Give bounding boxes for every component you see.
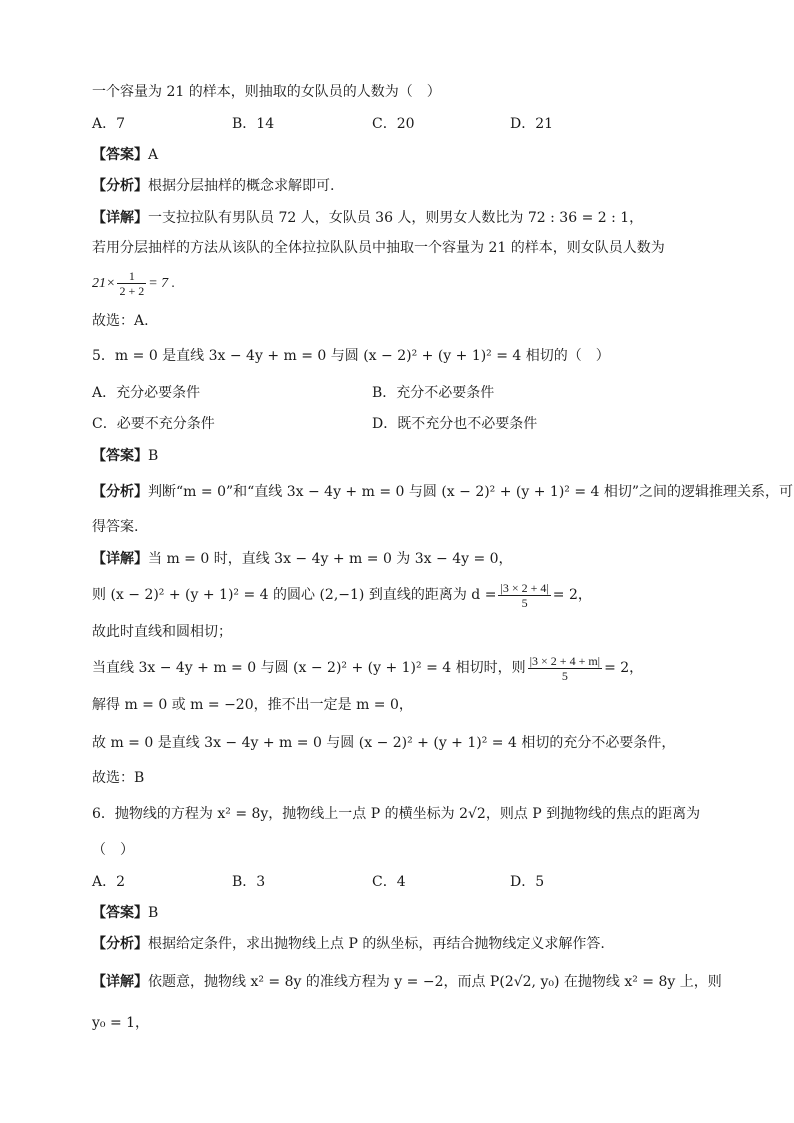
q6-option-a: A．2 xyxy=(92,874,126,890)
q4-option-a: A．7 xyxy=(92,116,126,132)
q6-detail-2: y₀ = 1， xyxy=(92,1015,150,1031)
q4-stem-tail: 一个容量为 21 的样本，则抽取的女队员的人数为（ ） xyxy=(92,84,441,100)
detail-label: 【详解】 xyxy=(92,210,148,226)
q4-detail-2: 若用分层抽样的方法从该队的全体拉拉队队员中抽取一个容量为 21 的样本，则女队员人数为 xyxy=(92,240,665,256)
detail-text: 当 m = 0 时，直线 3x − 4y + m = 0 为 3x − 4y = 0， xyxy=(148,551,513,567)
q6-analysis xyxy=(92,934,605,954)
distance-denominator: 5 xyxy=(521,595,528,610)
q6-stem-2: （ ） xyxy=(92,842,134,858)
q5-detail-3: 故此时直线和圆相切； xyxy=(92,624,232,640)
answer-value: B xyxy=(148,448,159,464)
q5-detail-6: 故 m = 0 是直线 3x − 4y + m = 0 与圆 (x − 2)² + (y + 1)² = 4 相切的充分不必要条件， xyxy=(92,735,676,751)
calc-suffix: = 7 . xyxy=(148,276,176,291)
q4-answer xyxy=(92,145,158,165)
q6-option-d: D．5 xyxy=(510,874,545,890)
q6-answer xyxy=(92,903,158,923)
q5-detail-1 xyxy=(92,549,513,569)
detail-text: 依题意，抛物线 x² = 8y 的准线方程为 y = −2，而点 P(2√2, y₀) 在抛物线 x² = 8y 上，则 xyxy=(148,974,722,990)
distance-numerator: |3 × 2 + 4| xyxy=(500,580,549,595)
q6-stem-1: 6．抛物线的方程为 x² = 8y，抛物线上一点 P 的横坐标为 2√2，则点 P 到抛物线的焦点的距离为 xyxy=(92,806,701,822)
q5-answer xyxy=(92,446,158,466)
q6-option-c: C．4 xyxy=(372,874,406,890)
calc-numerator: 1 xyxy=(117,269,146,284)
detail-2-prefix: 则 (x − 2)² + (y + 1)² = 4 的圆心 (2,−1) 到直线的距离为 d = xyxy=(92,587,497,603)
analysis-label: 【分析】 xyxy=(92,178,148,194)
detail-label: 【详解】 xyxy=(92,974,148,990)
answer-label: 【答案】 xyxy=(92,905,148,921)
q6-detail-1 xyxy=(92,972,722,992)
answer-value: B xyxy=(148,905,159,921)
q4-analysis xyxy=(92,176,334,196)
q4-option-d: D．21 xyxy=(510,116,554,132)
answer-label: 【答案】 xyxy=(92,448,148,464)
q6-option-b: B．3 xyxy=(232,874,266,890)
q4-option-b: B．14 xyxy=(232,116,275,132)
q5-option-a: A．充分必要条件 xyxy=(92,385,201,401)
analysis-label: 【分析】 xyxy=(92,936,148,952)
q5-detail-4 xyxy=(92,653,643,683)
q5-option-c: C．必要不充分条件 xyxy=(92,416,215,432)
calc-denominator: 2 + 2 xyxy=(119,283,145,298)
calc-prefix: 21× xyxy=(92,276,116,291)
analysis-text: 根据分层抽样的概念求解即可. xyxy=(148,178,335,194)
detail-2-suffix: = 2， xyxy=(552,587,592,603)
q5-conclusion: 故选：B xyxy=(92,770,145,786)
q4-option-c: C．20 xyxy=(372,116,415,132)
detail-text: 一支拉拉队有男队员 72 人，女队员 36 人，则男女人数比为 72 : 36 = 2 : 1， xyxy=(148,210,644,226)
detail-4-prefix: 当直线 3x − 4y + m = 0 与圆 (x − 2)² + (y + 1)² = 4 相切时，则 xyxy=(92,660,526,676)
analysis-text: 判断“m = 0”和“直线 3x − 4y + m = 0 与圆 (x − 2)² + (y + 1)² = 4 相切”之间的逻辑推理关系，可 xyxy=(148,484,794,500)
answer-value: A xyxy=(148,147,159,163)
q4-calculation xyxy=(92,268,175,299)
answer-label: 【答案】 xyxy=(92,147,148,163)
detail-4-suffix: = 2， xyxy=(604,660,644,676)
analysis-label: 【分析】 xyxy=(92,484,148,500)
q5-analysis-1 xyxy=(92,482,793,502)
tangent-denominator: 5 xyxy=(561,668,568,683)
q5-detail-2 xyxy=(92,580,592,610)
q5-detail-5: 解得 m = 0 或 m = −20，推不出一定是 m = 0， xyxy=(92,697,413,713)
q4-conclusion: 故选：A. xyxy=(92,313,149,329)
tangent-fraction xyxy=(528,654,602,683)
calc-fraction xyxy=(117,269,146,298)
distance-fraction xyxy=(498,581,550,610)
detail-label: 【详解】 xyxy=(92,551,148,567)
q5-option-b: B．充分不必要条件 xyxy=(372,385,495,401)
q5-option-d: D．既不充分也不必要条件 xyxy=(372,416,538,432)
q5-stem: 5．m = 0 是直线 3x − 4y + m = 0 与圆 (x − 2)² + (y + 1)² = 4 相切的（ ） xyxy=(92,348,610,364)
tangent-numerator: |3 × 2 + 4 + m| xyxy=(529,653,601,668)
analysis-text: 根据给定条件，求出抛物线上点 P 的纵坐标，再结合抛物线定义求解作答. xyxy=(148,936,605,952)
q4-detail-1 xyxy=(92,208,643,228)
q5-analysis-2: 得答案. xyxy=(92,519,139,535)
